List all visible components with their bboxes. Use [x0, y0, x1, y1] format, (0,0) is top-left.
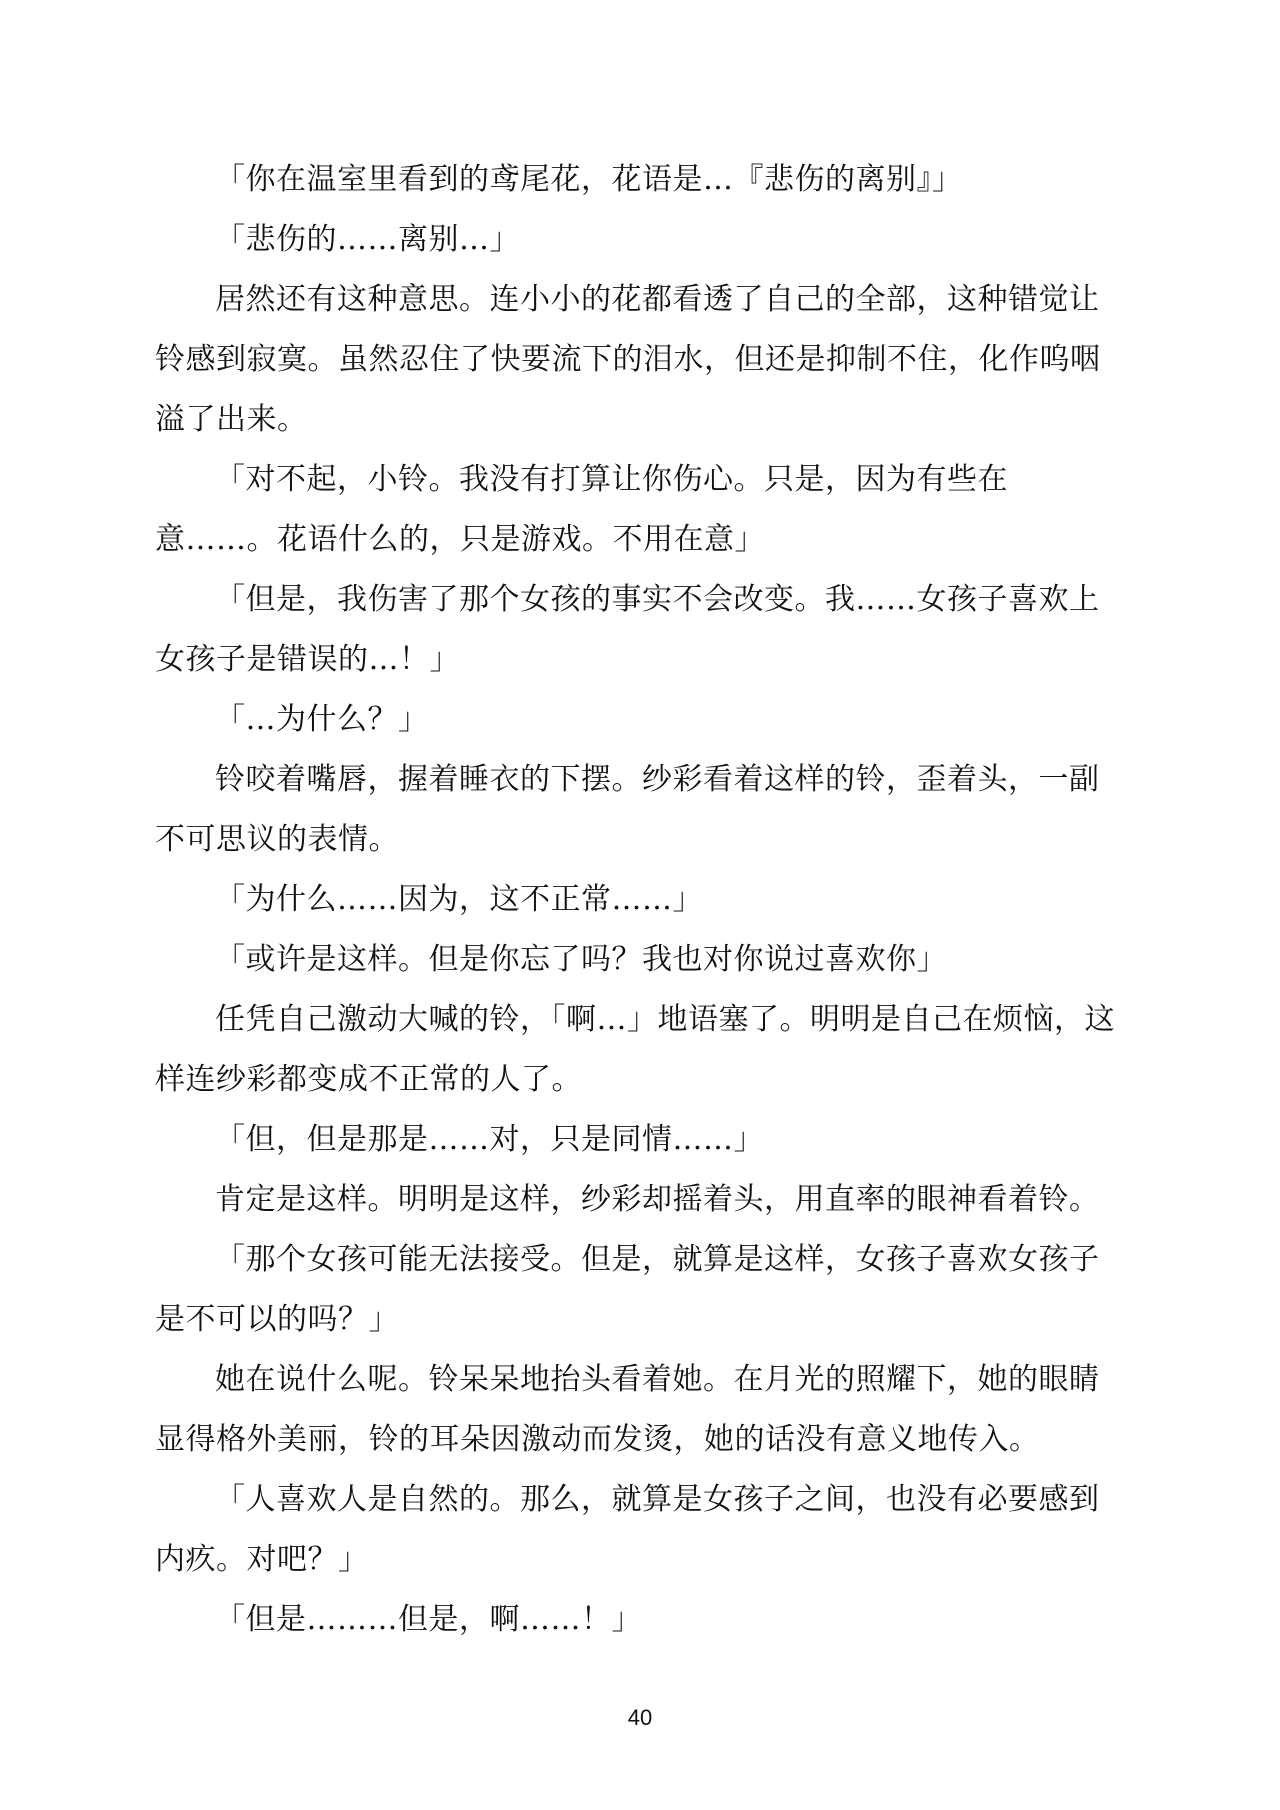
paragraph: 「为什么……因为，这不正常……」 [215, 882, 703, 917]
paragraph: 肯定是这样。明明是这样，纱彩却摇着头，用直率的眼神看着铃。 [215, 1182, 1100, 1217]
paragraph: 「悲伤的……离别…」 [215, 222, 520, 257]
paragraph: 「你在温室里看到的鸢尾花，花语是…『悲伤的离别』」 [215, 162, 963, 197]
paragraph: 铃咬着嘴唇，握着睡衣的下摆。纱彩看着这样的铃，歪着头，一副不可思议的表情。 [155, 762, 1100, 857]
paragraph: 她在说什么呢。铃呆呆地抬头看着她。在月光的照耀下，她的眼睛显得格外美丽，铃的耳朵因激动而发烫，她的话没有意义地传入。 [155, 1362, 1100, 1457]
paragraph: 「但是………但是，啊……！」 [215, 1602, 642, 1637]
paragraph: 居然还有这种意思。连小小的花都看透了自己的全部，这种错觉让铃感到寂寞。虽然忍住了快要流下的泪水，但还是抑制不住，化作呜咽溢了出来。 [155, 282, 1101, 437]
paragraph: 「或许是这样。但是你忘了吗？我也对你说过喜欢你」 [215, 942, 947, 977]
paragraph: 「…为什么？」 [215, 702, 429, 737]
paragraph: 「但是，我伤害了那个女孩的事实不会改变。我……女孩子喜欢上女孩子是错误的…！」 [155, 582, 1100, 677]
paragraph: 任凭自己激动大喊的铃，「啊…」地语塞了。明明是自己在烦恼，这样连纱彩都变成不正常的人了。 [155, 1002, 1115, 1097]
paragraph: 「那个女孩可能无法接受。但是，就算是这样，女孩子喜欢女孩子是不可以的吗？」 [155, 1242, 1100, 1337]
paragraph: 「人喜欢人是自然的。那么，就算是女孩子之间，也没有必要感到内疚。对吧？」 [155, 1482, 1100, 1577]
page-body [155, 150, 1125, 1650]
paragraph: 「对不起，小铃。我没有打算让你伤心。只是，因为有些在意……。花语什么的，只是游戏。不用在意」 [155, 462, 1008, 557]
page-number: 40 [627, 1705, 653, 1730]
paragraph: 「但，但是那是……对，只是同情……」 [215, 1122, 764, 1157]
